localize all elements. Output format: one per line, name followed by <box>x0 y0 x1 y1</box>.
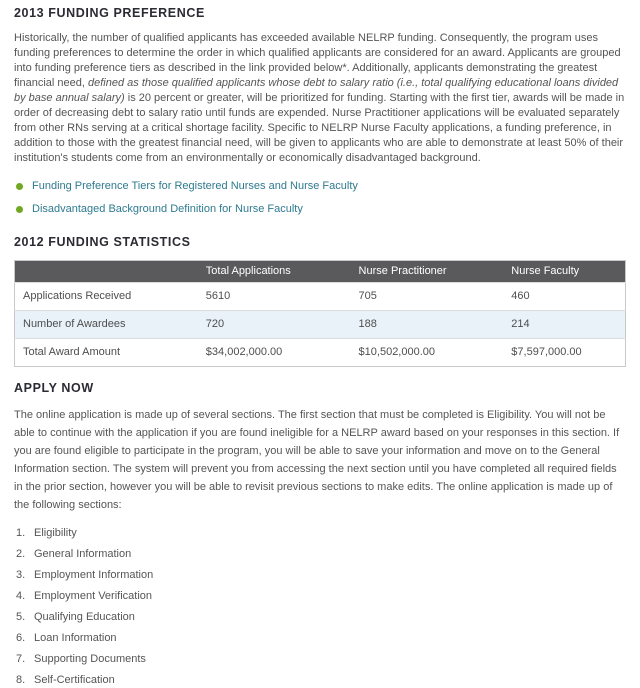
list-item <box>16 526 626 541</box>
list-item-number: 2. <box>16 548 26 560</box>
section-funding-preference <box>14 6 626 217</box>
table-row <box>15 311 626 339</box>
funding-preference-body <box>14 31 626 166</box>
bullet-icon <box>16 183 23 190</box>
section-apply-now <box>14 381 626 688</box>
funding-preference-title: 2013 FUNDING PREFERENCE <box>14 6 205 20</box>
list-item <box>16 631 626 646</box>
table-cell: $7,597,000.00 <box>503 339 625 367</box>
table-cell: $10,502,000.00 <box>351 339 504 367</box>
list-item <box>16 547 626 562</box>
funding-statistics-title: 2012 FUNDING STATISTICS <box>14 235 191 249</box>
disadvantaged-background-link[interactable]: Disadvantaged Background Definition for Nurse Faculty <box>32 203 303 215</box>
table-cell: 705 <box>351 283 504 311</box>
list-item-number: 4. <box>16 590 26 602</box>
apply-now-title: APPLY NOW <box>14 381 94 395</box>
table-header-cell-total-applications: Total Applications <box>198 261 351 283</box>
table-cell: $34,002,000.00 <box>198 339 351 367</box>
section-funding-statistics <box>14 235 626 367</box>
body-text-italic: defined as those qualified applicants whose debt to salary ratio (i.e., total qualifying educational loans divided by base annual salary) <box>14 77 619 104</box>
list-item <box>16 610 626 625</box>
table-cell: 720 <box>198 311 351 339</box>
table-row <box>15 283 626 311</box>
apply-now-body: The online application is made up of several sections. The first section that must be completed is Eligibility. You will not be able to continue with the application if you are found ineligible for a NELRP award based on your responses in this section. If you are found eligible to participate in the program, you will be able to save your information and move on to the General Information section. The system will prevent you from accessing the next section until you have completed all required fields in the prior section, however you will be able to revisit previous sections to make edits. The online application is made up of the following sections: <box>14 409 620 511</box>
application-sections-list <box>14 526 626 688</box>
funding-preference-tiers-link[interactable]: Funding Preference Tiers for Registered Nurses and Nurse Faculty <box>32 180 358 192</box>
list-item-label: Supporting Documents <box>34 653 146 665</box>
list-item-number: 1. <box>16 527 26 539</box>
table-header-row <box>15 261 626 283</box>
row-label-cell: Total Award Amount <box>15 339 198 367</box>
list-item-number: 7. <box>16 653 26 665</box>
list-item-label: Employment Information <box>34 569 154 581</box>
funding-preference-links <box>14 179 626 217</box>
list-item-number: 6. <box>16 632 26 644</box>
list-item <box>16 202 626 217</box>
table-cell: 460 <box>503 283 625 311</box>
list-item-number: 5. <box>16 611 26 623</box>
bullet-icon <box>16 206 23 213</box>
table-row <box>15 339 626 367</box>
list-item-label: Qualifying Education <box>34 611 135 623</box>
list-item <box>16 568 626 583</box>
list-item-number: 8. <box>16 674 26 686</box>
list-item-label: General Information <box>34 548 132 560</box>
table-header-cell-nurse-practitioner: Nurse Practitioner <box>351 261 504 283</box>
list-item <box>16 179 626 194</box>
body-text-rest: is 20 percent or greater, will be prioritized for funding. Starting with the first tier, awards will be made in order of decreasing debt to salary ratio until funds are expended. Nurse Practitioner applications will be evaluated separately from other RNs serving at a critical shortage facility. Specific to NELRP Nurse Faculty applications, a funding preference, in addition to those with the greatest financial need, will be given to applicants who are able to demonstrate at least 50% of their institution's students come from an environmentally or economically disadvantaged background. <box>14 92 625 164</box>
row-label-cell: Applications Received <box>15 283 198 311</box>
list-item-label: Self-Certification <box>34 674 115 686</box>
funding-statistics-table <box>14 260 626 367</box>
list-item-number: 3. <box>16 569 26 581</box>
list-item-label: Loan Information <box>34 632 117 644</box>
table-cell: 214 <box>503 311 625 339</box>
table-header-cell-nurse-faculty: Nurse Faculty <box>503 261 625 283</box>
table-cell: 188 <box>351 311 504 339</box>
list-item <box>16 652 626 667</box>
body-text-lead: Historically, the number of qualified applicants has exceeded available NELRP funding. Consequently, the program uses funding preferences to determine the order in which qualified applicants are considered for an award. Applicants are grouped into funding preference tiers as described in the link provided below*. Additionally, applicants demonstrating the greatest financial need, <box>14 32 621 89</box>
list-item-label: Eligibility <box>34 527 77 539</box>
table-cell: 5610 <box>198 283 351 311</box>
list-item-label: Employment Verification <box>34 590 152 602</box>
row-label-cell: Number of Awardees <box>15 311 198 339</box>
table-header-cell-blank <box>15 261 198 283</box>
list-item <box>16 589 626 604</box>
